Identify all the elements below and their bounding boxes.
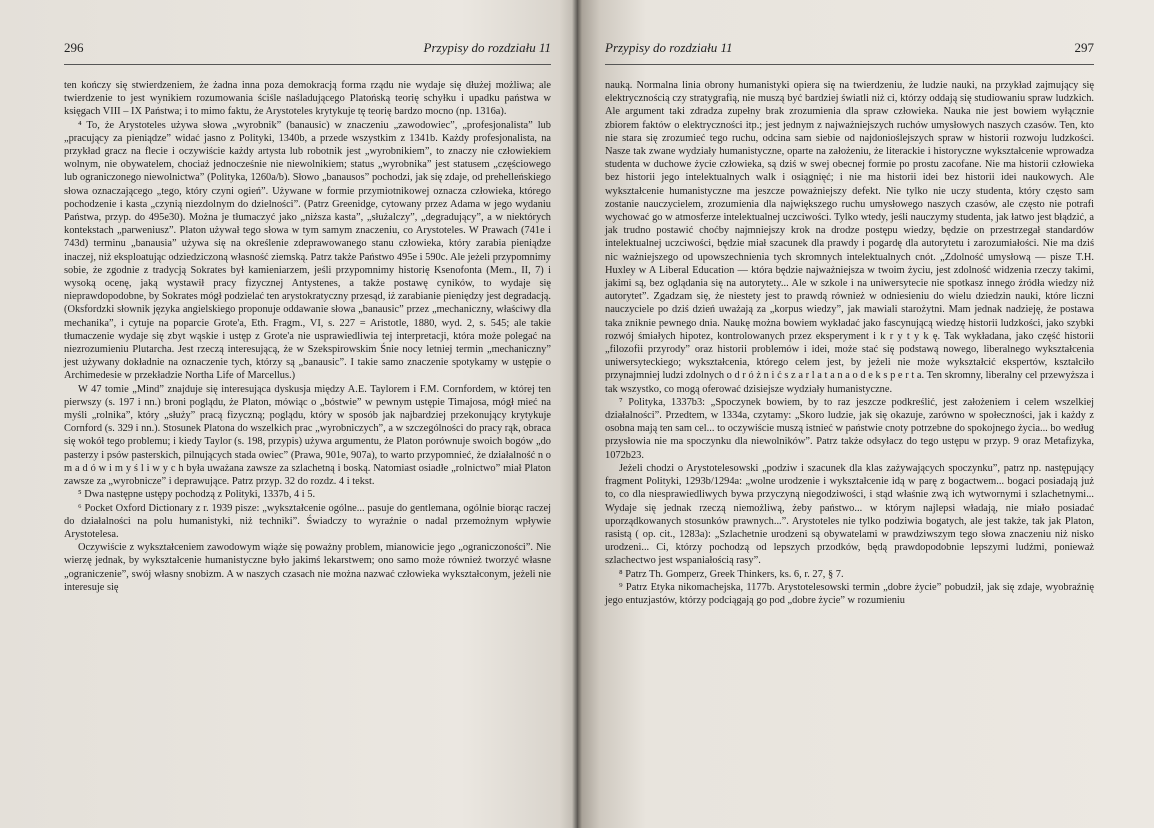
left-page-header [64, 40, 551, 56]
right-paragraph: Jeżeli chodzi o Arystotelesowski „podziw i szacunek dla klas zażywających spoczynku”, patrz np. następujący fragment Polityki, 1293b/1294a: „wolne urodzenie i wykształcenie idą w parę z bogactwem... bogaci posiadają już to, co dla niesprawiedliwych bywa przyczyną niegodziwości, i stąd właśnie zwą ich wytwornymi i szlachetnymi... Wydaje się jednak rzeczą niemożliwą, żeby państwo... w którym najlepsi władają, nie miało posiadać uporządkowanych stosunków prawnych...”. Arystoteles nie tylko podziwia bogatych, ale jest także, tak jak Platon, rasistą ( op. cit., 1283a): „Szlachetnie urodzeni są obywatelami w prawdziwszym tego słowa znaczeniu niż nisko urodzeni... Ci, którzy pochodzą od lepszych przodków, będą prawdopodobnie lepszymi ludźmi, ponieważ szlachectwo jest wspaniałością rasy”. [605, 462, 1094, 567]
left-page-number: 296 [64, 40, 84, 55]
left-page-body [64, 79, 551, 594]
right-running-head: Przypisy do rozdziału 11 [605, 40, 733, 55]
right-header-rule [605, 64, 1094, 65]
left-footnote: ⁵ Dwa następne ustępy pochodzą z Polityki, 1337b, 4 i 5. [78, 489, 316, 501]
book-gutter [572, 0, 582, 828]
left-running-head: Przypisy do rozdziału 11 [423, 40, 551, 55]
right-page-header [605, 40, 1094, 56]
right-footnote: ⁸ Patrz Th. Gomperz, Greek Thinkers, ks. 6, r. 27, § 7. [619, 568, 844, 580]
right-page-body [605, 79, 1094, 607]
left-header-rule [64, 64, 551, 65]
left-paragraph: Oczywiście z wykształceniem zawodowym wiąże się poważny problem, mianowicie jego „ograniczoności”. Nie wierzę jednak, by wykształcenie humanistyczne było jakimś lekarstwem; ono samo może również tworzyć własne „ograniczenie”, swój własny snobizm. A w naszych czasach nie można nazwać człowieka wykształconym, jeżeli nie interesuje się [64, 542, 551, 593]
right-paragraph: nauką. Normalna linia obrony humanistyki opiera się na twierdzeniu, że ludzie nauki, na przykład zajmujący się elektrycznością czy stratygrafią, nie muszą być bardziej światli niż ci, którzy oddają się studiowaniu spraw ludzkich. Ale argument taki zdradza zupełny brak zrozumienia dla spraw człowieka. Nauka nie jest bowiem wyłącznie zbiorem faktów o elektryczności itp.; jest jednym z najważniejszych ruchów umysłowych naszych czasów. Ten, kto nie stara się zrozumieć tego ruchu, odcina sam siebie od najdonioślejszych spraw w historii rozwoju ludzkości. Nasze tak zwane wydziały humanistyczne, oparte na założeniu, że literackie i historyczne wykształcenie wprowadza studenta w duchowe życie człowieka, są dziś w swej obecnej formie po prostu zacofane. Nie ma historii człowieka bez historii jego intelektualnych walk i osiągnięć; i nie ma historii idei bez historii idei naukowych. Ale wykształcenie humanistyczne ma jeszcze poważniejszy defekt. Nie tylko nie uczy studenta, który często sam zostanie nauczycielem, zrozumienia dla największego ruchu umysłowego naszych czasów, ale często nie potrafi wychować go w atmosferze intelektualnej uczciwości. Tylko wtedy, jeśli nauczymy studenta, jak łatwo jest błądzić, a jak trudno postawić choćby najmniejszy krok na drodze postępu wiedzy, będzie on przestrzegał standardów intelektualnej uczciwości, będzie miał szacunek dla prawdy i pogardę dla autorytetu i zarozumiałości. Nie ma dziś nic ważniejszego od upowszechnienia tych skromnych intelektualnych cnót. „Zdolność umysłową — pisze T.H. Huxley w A Liberal Education — która będzie najważniejsza w twoim życiu, jest zdolność widzenia rzeczy takimi, jakimi są, bez oglądania się na autorytety... Ale w szkole i na uniwersytecie nie spotkasz innego źródła wiedzy niż autorytet”. Zgadzam się, że niestety jest to prawdą również w odniesieniu do wielu dziedzin nauki, które liczni nauczyciele po dziś dzień uważają za „korpus wiedzy”, jak mawiali starożytni. Mam jednak nadzieję, że postawa taka zniknie pewnego dnia. Naukę można bowiem wykładać jako fascynującą wiedzę historii ludzkości, jako szybki rozwój śmiałych hipotez, kontrolowanych przez eksperyment i k r y t y k ę. Tak wykładana, jako część historii „filozofii przyrody” oraz historii problemów i idei, może stać się podstawą nowego, liberalnego wykształcenia uniwersyteckiego; wykształcenia, którego celem jest, by jeżeli nie może wykształcić ekspertów, kształciło przynajmniej ludzi zdolnych o d r ó ż n i ć s z a r l a t a n a o d e k s p e r t a. Ten skromny, liberalny cel przewyższa i tak wszystko, co mogą oferować dzisiejsze wydziały humanistyczne. [605, 80, 1094, 395]
left-footnote: ⁴ To, że Arystoteles używa słowa „wyrobnik” (banausic) w znaczeniu „zawodowiec”, „profesjonalista” lub „pracujący za pieniądze” widać jasno z Polityki, 1340b, a przede wszystkim z 1341b. Każdy profesjonalista, na przykład gracz na flecie i oczywiście każdy artysta lub robotnik jest „wyrobnikiem”, to znaczy nie człowiekiem wolnym, nie obywatelem, chociaż jednocześnie nie niewolnikiem; status „wyrobnika” jest statusem „częściowego lub ograniczonego niewolnictwa” (Polityka, 1260a/b). Słowo „banausos” pochodzi, jak się zdaje, od prehelleńskiego słowa oznaczającego „tego, który czyni ogień”. Używane w formie przymiotnikowej oznacza człowieka, którego pochodzenie i kasta „czynią niezdolnym do dzielności”. (Patrz Greenidge, cytowany przez Adama w jego wydaniu Państwa, przyp. do 495e30). Można je tłumaczyć jako „niższa kasta”, „służalczy”, „degradujący”, a w niektórych kontekstach „parweniusz”. Platon używał tego słowa w tym samym znaczeniu, co Arystoteles. W Prawach (741e i 743d) terminu „banausia” używa się na określenie zdeprawowanego stanu człowieka, który zarabia pieniądze inaczej, niż eksploatując odziedziczoną własność ziemską. Patrz także Państwo 495e i 590c. Ale jeżeli przypomnimy sobie, że zgodnie z tradycją Sokrates był kamieniarzem, jeśli przypomnimy historię Ksenofonta (Mem., II, 7) i wysoką ocenę, jaką wystawił pracy fizycznej Antystenes, a także postawę cyników, to wydaje się nieprawdopodobne, by Sokrates mógł podzielać ten arystokratyczny przesąd, iż zarabianie pieniędzy jest degradacją. (Oksfordzki słownik języka angielskiego proponuje oddawanie słowa „banausic” przez „mechaniczny, właściwy dla mechanika”, i cytuje na poparcie Grote'a, Eth. Fragm., VI, s. 227 = Aristotle, 1880, wyd. 2, s. 545; ale takie tłumaczenie wydaje się zbyt wąskie i ustęp z Grote'a nie usprawiedliwia tej interpretacji, która może polegać na niezrozumieniu Plutarcha. Jest rzeczą interesującą, że w Szekspirowskim Śnie nocy letniej termin „mechaniczny” jest używany dokładnie na oznaczenie tych, którzy są „banausic”. I takie samo znaczenie spotykamy w ustępie o Archimedesie w przekładzie Northa Life of Marcellus.) [64, 119, 551, 382]
right-page-number: 297 [1074, 40, 1094, 55]
left-paragraph: W 47 tomie „Mind” znajduje się interesująca dyskusja między A.E. Taylorem i F.M. Cornfordem, w której ten pierwszy (s. 197 i nn.) broni poglądu, że Platon, mówiąc o „bóstwie” w pewnym ustępie Timajosa, mógł mieć na myśli „rolnika”, który „służy” pracą fizyczną; poglądu, który w sposób jak najbardziej przekonujący krytykuje Cornford (s. 329 i nn.). Stosunek Platona do wszelkich prac „wyrobniczych”, a w szczególności do pracy rąk, obraca się wokół tego problemu; i kiedy Taylor (s. 198, przypis) używa argumentu, że Platon porównuje swoich bogów „do pasterzy i psów pasterskich, pilnujących stada owiec” (Prawa, 901e, 907a), to warto przypomnieć, że działalność n o m a d ó w i m y ś l i w y c h była uważana zawsze za szlachetną i boską. Natomiast osiadłe „rolnictwo” miał Platon zawsze za „wyrobnicze” i deprawujące. Patrz przyp. 32 do rozdz. 4 i tekst. [64, 383, 551, 488]
left-footnote: ⁶ Pocket Oxford Dictionary z r. 1939 pisze: „wykształcenie ogólne... pasuje do gentlemana, ogólnie biorąc raczej do działalności na polu humanistyki, niż techniki”. Świadczy to wyraźnie o nadal przemożnym wpływie Arystotelesa. [64, 502, 551, 540]
left-paragraph: ten kończy się stwierdzeniem, że żadna inna poza demokracją forma rządu nie wydaje się dłużej możliwa; ale twierdzenie to jest wynikiem rozumowania ściśle naśladującego Platońską teorię schyłku i upadku państwa w księgach VIII – IX Państwa; i to mimo faktu, że Arystoteles krytykuje tę teorię bardzo mocno (np. 1316a). [64, 80, 551, 118]
right-footnote: ⁹ Patrz Etyka nikomachejska, 1177b. Arystotelesowski termin „dobre życie” pobudził, jak się zdaje, wyobraźnię jego entuzjastów, którzy podciągają go pod „dobre życie” w rozumieniu [605, 581, 1094, 606]
right-page [577, 0, 1154, 828]
right-footnote: ⁷ Polityka, 1337b3: „Spoczynek bowiem, by to raz jeszcze podkreślić, jest założeniem i celem wszelkiej działalności”. Przedtem, w 1334a, czytamy: „Skoro ludzie, jak się okazuje, zarówno w społeczności, jak i każdy z osobna mają ten sam cel... to oczywiście muszą istnieć w państwie cnoty potrzebne do spokojnego życia... bo według przysłowia nie ma spoczynku dla niewolników”. Patrz także odsyłacz do tego ustępu w przyp. 9 oraz Metafizyka, 1072b23. [605, 396, 1094, 461]
